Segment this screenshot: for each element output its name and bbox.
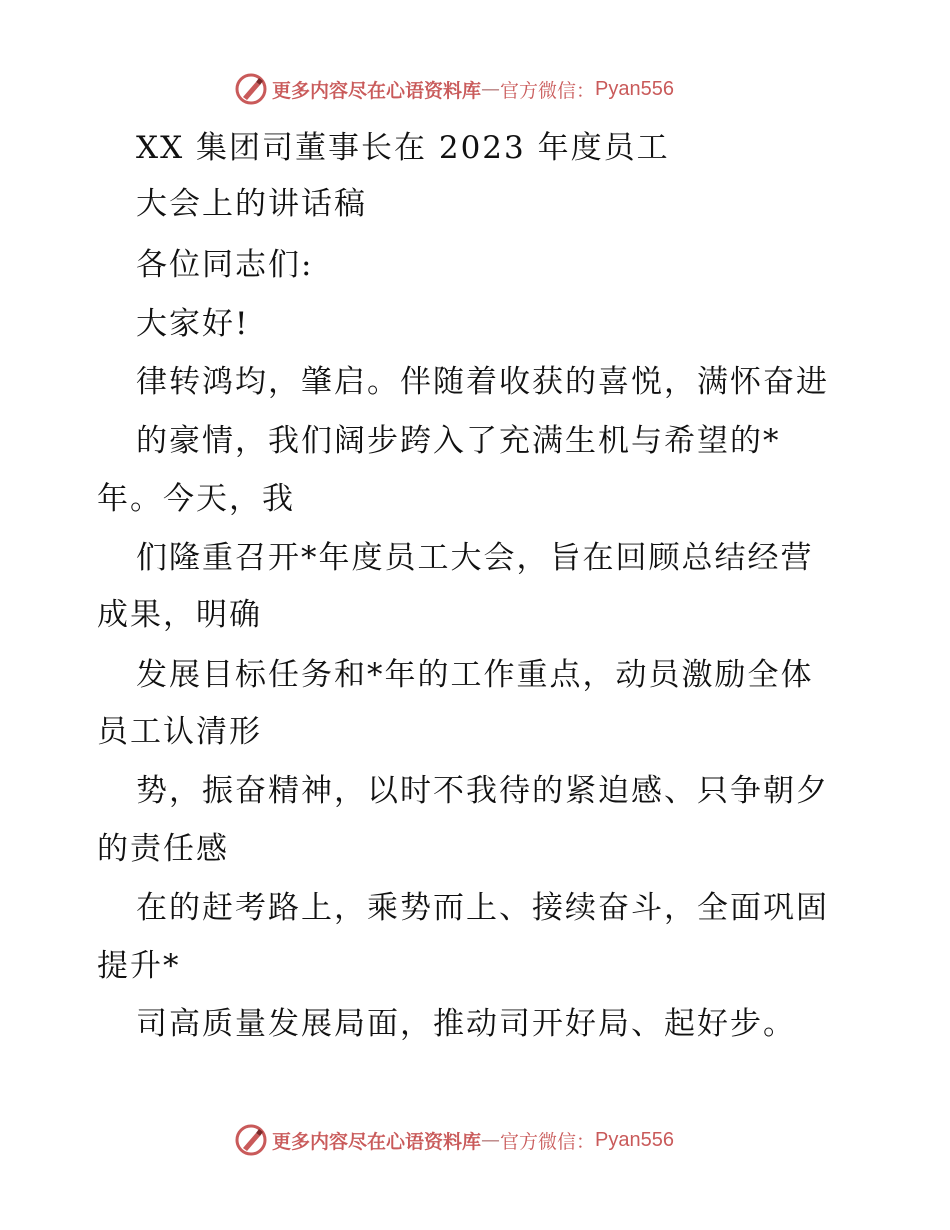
watermark-main-text: 更多内容尽在心语资料库 bbox=[272, 79, 482, 102]
pen-logo-icon bbox=[234, 72, 268, 106]
paragraph-line: 的责任感 bbox=[97, 831, 229, 867]
watermark-separator: — bbox=[481, 1129, 501, 1151]
paragraph-line: 在的赶考路上，乘势而上、接续奋斗，全面巩固 bbox=[136, 890, 829, 926]
document-title-line-2: 大会上的讲话稿 bbox=[136, 186, 367, 222]
footer-watermark bbox=[234, 1123, 674, 1157]
paragraph-line: 成果，明确 bbox=[97, 597, 262, 633]
paragraph-line: 律转鸿均，肇启。伴随着收获的喜悦，满怀奋进 bbox=[136, 364, 829, 400]
watermark-main-text: 更多内容尽在心语资料库 bbox=[272, 1130, 482, 1153]
paragraph-line: 的豪情，我们阔步跨入了充满生机与希望的* bbox=[136, 423, 781, 459]
salutation: 各位同志们: bbox=[136, 247, 314, 283]
paragraph-line: 势，振奋精神，以时不我待的紧迫感、只争朝夕 bbox=[136, 773, 829, 809]
paragraph-line: 员工认清形 bbox=[97, 714, 262, 750]
header-watermark bbox=[234, 72, 674, 106]
paragraph-line: 司高质量发展局面，推动司开好局、起好步。 bbox=[136, 1006, 796, 1042]
pen-logo-icon bbox=[234, 1123, 268, 1157]
paragraph-line: 年。今天，我 bbox=[97, 481, 295, 517]
watermark-contact-label: 官方微信： bbox=[500, 79, 596, 102]
paragraph-line: 们隆重召开*年度员工大会，旨在回顾总结经营 bbox=[136, 540, 814, 576]
paragraph-line: 发展目标任务和*年的工作重点，动员激励全体 bbox=[136, 657, 814, 693]
watermark-separator: — bbox=[481, 78, 501, 100]
watermark-wechat-id: Pyan556 bbox=[595, 1128, 674, 1151]
watermark-wechat-id: Pyan556 bbox=[595, 77, 674, 100]
paragraph-line: 提升* bbox=[97, 948, 181, 984]
watermark-contact-label: 官方微信： bbox=[500, 1130, 596, 1153]
document-title-line-1: XX 集团司董事长在 2023 年度员工 bbox=[136, 130, 670, 166]
greeting: 大家好! bbox=[136, 306, 250, 342]
